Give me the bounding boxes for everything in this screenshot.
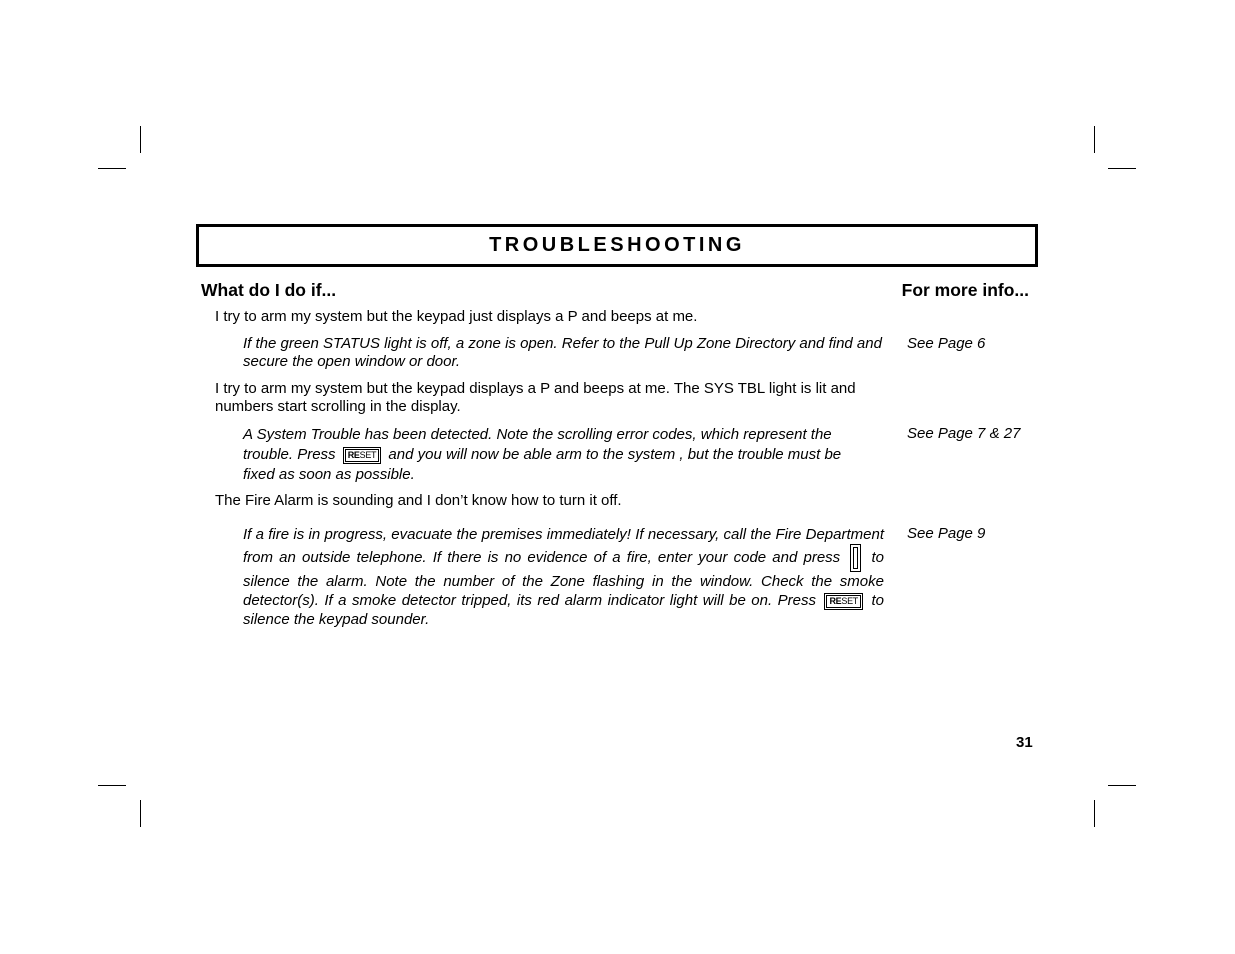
page-title: TROUBLESHOOTING bbox=[489, 234, 745, 256]
crop-mark bbox=[98, 168, 126, 169]
reset-key-icon: RESET bbox=[343, 447, 382, 464]
page-number: 31 bbox=[1016, 734, 1033, 751]
column-header-what: What do I do if... bbox=[201, 280, 337, 300]
question-2: I try to arm my system but the keypad displays a P and beeps at me. The SYS TBL light is lit and numbers start scrolling in the display. bbox=[215, 380, 856, 415]
reference-2: See Page 7 & 27 bbox=[907, 425, 1021, 442]
answer-2 bbox=[243, 425, 868, 485]
reference-1: See Page 6 bbox=[907, 335, 986, 352]
answer-2-text: A System Trouble has been detected. Note the scrolling error codes, which represent the trouble. Press bbox=[243, 426, 832, 463]
answer-3-text: to silence the keypad sounder. bbox=[243, 592, 884, 628]
crop-mark bbox=[1094, 126, 1095, 153]
crop-mark bbox=[140, 126, 141, 153]
reset-key-icon: RESET bbox=[824, 593, 863, 610]
reference-3: See Page 9 bbox=[907, 525, 986, 542]
crop-mark bbox=[140, 800, 141, 827]
answer-3 bbox=[243, 525, 884, 629]
answer-3-text: If a fire is in progress, evacuate the premises immediately! If necessary, call the Fire Department from an outside telephone. If there is no evidence of a fire, enter your code and press bbox=[243, 526, 884, 566]
answer-3-text: to silence the alarm. Note the number of the Zone flashing in the window. Check the smoke detector(s). If a smoke detector tripped, its red alarm indicator light will be on. Press bbox=[243, 548, 885, 609]
title-box bbox=[196, 224, 1038, 267]
crop-mark bbox=[98, 785, 126, 786]
answer-1: If the green STATUS light is off, a zone is open. Refer to the Pull Up Zone Directory and find and secure the open window or door. bbox=[243, 335, 882, 370]
crop-mark bbox=[1094, 800, 1095, 827]
question-3: The Fire Alarm is sounding and I don’t know how to turn it off. bbox=[215, 492, 622, 509]
crop-mark bbox=[1108, 168, 1136, 169]
column-header-info: For more info... bbox=[901, 280, 1029, 300]
crop-mark bbox=[1108, 785, 1136, 786]
enter-key-icon bbox=[850, 544, 861, 572]
answer-2-text: and you will now be able arm to the system , but the trouble must be fixed as soon as possible. bbox=[243, 446, 842, 483]
question-1: I try to arm my system but the keypad just displays a P and beeps at me. bbox=[215, 308, 698, 325]
